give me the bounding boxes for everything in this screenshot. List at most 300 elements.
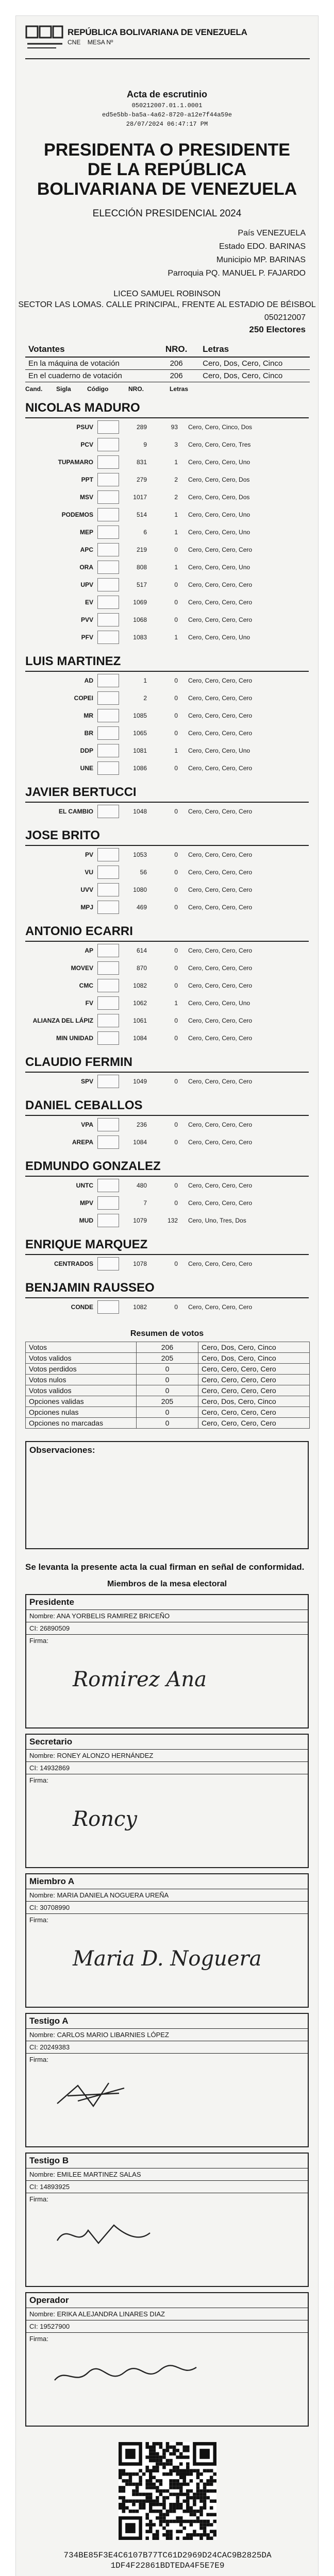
party-logo-icon	[97, 1031, 119, 1045]
party-nro: 132	[167, 1217, 178, 1224]
party-letras: Cero, Cero, Cero, Cero	[188, 1078, 253, 1085]
party-codigo: 236	[136, 1121, 147, 1128]
member-ci: CI: 30708990	[26, 1902, 308, 1914]
party-letras: Cero, Cero, Cero, Cero	[188, 546, 253, 553]
results-columns-header	[25, 385, 309, 393]
party-codigo: 7	[143, 1199, 147, 1207]
party-row	[25, 1212, 309, 1229]
party-sigla: TUPAMARO	[58, 459, 93, 466]
party-row	[25, 994, 309, 1012]
party-letras: Cero, Cero, Cero, Cero	[188, 616, 253, 623]
hash-line-2: 1DF4F22861BDTEDA4F5E7E9	[110, 2561, 225, 2570]
party-sigla: MUD	[79, 1217, 93, 1224]
member-nombre: Nombre: MARIA DANIELA NOGUERA UREÑA	[26, 1889, 308, 1902]
center-info	[16, 289, 318, 310]
parroquia: Parroquia PQ. MANUEL P. FAJARDO	[168, 269, 306, 278]
candidate-name: DANIEL CEBALLOS	[25, 1097, 309, 1116]
party-codigo: 1049	[133, 1078, 147, 1085]
col-cand: Cand.	[25, 385, 43, 393]
party-logo-icon	[97, 1300, 119, 1314]
party-logo-icon	[97, 744, 119, 757]
party-nro: 0	[174, 1017, 178, 1024]
resumen-label: Votos perdidos	[26, 1364, 137, 1375]
estado: Estado EDO. BARINAS	[219, 242, 306, 251]
party-nro: 0	[174, 947, 178, 954]
party-row	[25, 1177, 309, 1194]
member-block	[25, 1594, 309, 1728]
party-nro: 0	[174, 581, 178, 588]
election-title: PRESIDENTA O PRESIDENTE DE LA REPÚBLICA BOLIVARIANA DE VENEZUELA	[37, 140, 297, 199]
party-logo-icon	[97, 473, 119, 486]
row-label: En el cuaderno de votación	[25, 370, 153, 382]
party-sigla: VPA	[81, 1121, 93, 1128]
member-block	[25, 2153, 309, 2287]
party-row	[25, 488, 309, 506]
party-sigla: AREPA	[72, 1139, 93, 1146]
party-sigla: ORA	[79, 564, 93, 571]
col-codigo: Código	[87, 385, 109, 393]
party-codigo: 56	[140, 869, 147, 876]
party-row	[25, 1073, 309, 1090]
table-row	[25, 357, 310, 370]
party-letras: Cero, Cero, Cero, Cero	[188, 730, 253, 737]
party-logo-icon	[97, 709, 119, 722]
party-row	[25, 899, 309, 916]
party-logo-icon	[97, 996, 119, 1010]
party-row	[25, 759, 309, 777]
acta-hash: ed5e5bb-ba5a-4a62-8720-a12e7f44a59e	[102, 111, 232, 118]
resumen-table	[25, 1342, 310, 1429]
table-row	[26, 1364, 310, 1375]
party-logo-icon	[97, 490, 119, 504]
observaciones-box[interactable]	[25, 1441, 309, 1549]
party-letras: Cero, Cero, Cero, Uno	[188, 999, 250, 1007]
party-sigla: UNE	[80, 765, 93, 772]
member-firma	[26, 2193, 308, 2286]
member-role: Testigo B	[26, 2154, 308, 2168]
party-codigo: 808	[136, 564, 147, 571]
party-row	[25, 523, 309, 541]
party-nro: 0	[174, 1139, 178, 1146]
party-codigo: 1082	[133, 1303, 147, 1311]
resumen-nro: 205	[136, 1396, 198, 1407]
col-letras: Letras	[170, 385, 189, 393]
member-nombre: Nombre: CARLOS MARIO LIBARNIES LÓPEZ	[26, 2029, 308, 2041]
party-sigla: COPEI	[74, 694, 93, 702]
party-nro: 0	[174, 1199, 178, 1207]
gov-sub	[68, 39, 113, 46]
party-nro: 0	[174, 808, 178, 815]
party-row	[25, 742, 309, 759]
member-role: Testigo A	[26, 2014, 308, 2029]
candidate-name: BENJAMIN RAUSSEO	[25, 1280, 309, 1298]
party-logo-icon	[97, 883, 119, 896]
party-logo-icon	[97, 674, 119, 687]
party-sigla: MPJ	[80, 904, 93, 911]
resumen-nro: 206	[136, 1342, 198, 1353]
party-nro: 0	[174, 1078, 178, 1085]
party-letras: Cero, Cero, Cero, Cero	[188, 1139, 253, 1146]
member-ci: CI: 14893925	[26, 2181, 308, 2193]
header-divider	[25, 58, 310, 59]
row-nro: 206	[153, 370, 199, 382]
hash-line-1: 734BE85F3E4C6107B77TC61D2969D24CAC9B2825DA	[63, 2551, 272, 2560]
party-nro: 0	[174, 964, 178, 972]
party-codigo: 1081	[133, 747, 147, 754]
party-codigo: 1079	[133, 1217, 147, 1224]
party-letras: Cero, Cero, Cero, Dos	[188, 494, 250, 501]
resumen-label: Votos validos	[26, 1353, 137, 1364]
acta-code: 050212007.01.1.0001	[131, 102, 203, 109]
location-info	[16, 227, 318, 280]
candidate-name: CLAUDIO FERMIN	[25, 1054, 309, 1073]
party-codigo: 870	[136, 964, 147, 972]
party-nro: 1	[174, 511, 178, 518]
party-row	[25, 629, 309, 646]
party-codigo: 1080	[133, 886, 147, 893]
party-row	[25, 977, 309, 994]
member-firma	[26, 2333, 308, 2426]
party-nro: 0	[174, 1182, 178, 1189]
signature-text: Maria D. Noguera	[73, 1947, 262, 1971]
party-logo-icon	[97, 420, 119, 434]
party-logo-icon	[97, 726, 119, 740]
member-nombre: Nombre: EMILEE MARTINEZ SALAS	[26, 2168, 308, 2181]
party-sigla: BR	[84, 730, 93, 737]
votantes-table	[25, 342, 310, 382]
party-sigla: MR	[84, 712, 93, 719]
party-logo-icon	[97, 979, 119, 992]
party-codigo: 1069	[133, 599, 147, 606]
party-sigla: PVV	[80, 616, 93, 623]
party-nro: 1	[174, 529, 178, 536]
party-sigla: MOVEV	[71, 964, 93, 972]
party-logo-icon	[97, 631, 119, 644]
party-row	[25, 1116, 309, 1133]
party-nro: 0	[174, 886, 178, 893]
electores-count: 250 Electores	[249, 325, 306, 334]
party-logo-icon	[97, 901, 119, 914]
members-title: Miembros de la mesa electoral	[107, 1580, 227, 1588]
party-letras: Cero, Cero, Cero, Cero	[188, 765, 253, 772]
party-codigo: 831	[136, 459, 147, 466]
party-sigla: PODEMOS	[61, 511, 93, 518]
party-nro: 0	[174, 851, 178, 858]
party-row	[25, 707, 309, 724]
col-sigla: Sigla	[56, 385, 71, 393]
party-logo-icon	[97, 961, 119, 975]
party-logo-icon	[97, 805, 119, 818]
member-block	[25, 2292, 309, 2427]
party-logo-icon	[97, 866, 119, 879]
table-row	[26, 1407, 310, 1418]
party-letras: Cero, Cero, Cero, Dos	[188, 476, 250, 483]
resumen-nro: 0	[136, 1418, 198, 1429]
party-letras: Cero, Cero, Cero, Cero	[188, 677, 253, 684]
party-letras: Cero, Cero, Cero, Cero	[188, 1121, 253, 1128]
party-row	[25, 1194, 309, 1212]
candidate-name: JAVIER BERTUCCI	[25, 784, 309, 803]
party-sigla: SPV	[80, 1078, 93, 1085]
party-letras: Cero, Cero, Cero, Cero	[188, 1035, 253, 1042]
member-firma	[26, 1774, 308, 1867]
gov-sub-left: CNE	[68, 39, 81, 46]
party-nro: 0	[174, 677, 178, 684]
member-nombre: Nombre: RONEY ALONZO HERNÁNDEZ	[26, 1750, 308, 1762]
resumen-nro: 205	[136, 1353, 198, 1364]
party-sigla: MSV	[79, 494, 93, 501]
election-subtitle: ELECCIÓN PRESIDENCIAL 2024	[92, 208, 242, 219]
municipio: Municipio MP. BARINAS	[216, 256, 306, 264]
party-row	[25, 881, 309, 899]
acta-datetime: 28/07/2024 06:47:17 PM	[126, 121, 208, 128]
party-sigla: UVV	[80, 886, 93, 893]
party-codigo: 279	[136, 476, 147, 483]
party-logo-icon	[97, 613, 119, 626]
party-logo-icon	[97, 543, 119, 556]
party-logo-icon	[97, 578, 119, 591]
party-logo-icon	[97, 438, 119, 451]
party-row	[25, 436, 309, 453]
resumen-letras: Cero, Cero, Cero, Cero	[198, 1385, 309, 1396]
party-logo-icon	[97, 1075, 119, 1088]
party-letras: Cero, Cero, Cero, Cero	[188, 712, 253, 719]
candidate-name: LUIS MARTINEZ	[25, 653, 309, 672]
firma-label: Firma:	[29, 1637, 48, 1645]
party-logo-icon	[97, 455, 119, 469]
row-label: En la máquina de votación	[25, 357, 153, 370]
party-sigla: FV	[85, 999, 93, 1007]
declaration: Se levanta la presente acta la cual firman en señal de conformidad.	[25, 1562, 305, 1572]
party-sigla: CENTRADOS	[54, 1260, 93, 1267]
party-sigla: AD	[84, 677, 93, 684]
party-row	[25, 689, 309, 707]
votantes-header: Votantes	[25, 342, 153, 357]
party-sigla: APC	[80, 546, 93, 553]
party-row	[25, 1133, 309, 1151]
members-list	[16, 1594, 318, 2427]
party-logo-icon	[97, 1014, 119, 1027]
party-codigo: 1065	[133, 730, 147, 737]
party-codigo: 1068	[133, 616, 147, 623]
candidate-name: ENRIQUE MARQUEZ	[25, 1236, 309, 1255]
party-codigo: 1048	[133, 808, 147, 815]
party-nro: 0	[174, 712, 178, 719]
party-sigla: CONDE	[71, 1303, 93, 1311]
party-nro: 0	[174, 1260, 178, 1267]
party-letras: Cero, Cero, Cero, Cero	[188, 581, 253, 588]
party-sigla: ALIANZA DEL LÁPIZ	[32, 1017, 93, 1024]
resumen-letras: Cero, Dos, Cero, Cinco	[198, 1396, 309, 1407]
party-row	[25, 724, 309, 742]
party-codigo: 219	[136, 546, 147, 553]
row-letras: Cero, Dos, Cero, Cinco	[199, 357, 310, 370]
votantes-nro-header: NRO.	[153, 342, 199, 357]
party-nro: 0	[174, 1303, 178, 1311]
party-codigo: 9	[143, 441, 147, 448]
party-sigla: MIN UNIDAD	[56, 1035, 93, 1042]
party-logo-icon	[97, 1179, 119, 1192]
party-codigo: 1078	[133, 1260, 147, 1267]
party-codigo: 1085	[133, 712, 147, 719]
member-block	[25, 2013, 309, 2147]
resumen-nro: 0	[136, 1375, 198, 1385]
footer-hash	[25, 2550, 310, 2571]
resumen-label: Votos	[26, 1342, 137, 1353]
party-nro: 2	[174, 476, 178, 483]
table-row	[26, 1353, 310, 1364]
resumen-nro: 0	[136, 1407, 198, 1418]
party-letras: Cero, Cero, Cero, Cero	[188, 599, 253, 606]
party-sigla: MEP	[79, 529, 93, 536]
member-block	[25, 1734, 309, 1868]
member-block	[25, 1873, 309, 2008]
party-codigo: 1084	[133, 1035, 147, 1042]
party-letras: Cero, Cero, Cero, Uno	[188, 529, 250, 536]
party-row	[25, 803, 309, 820]
party-codigo: 1084	[133, 1139, 147, 1146]
member-role: Secretario	[26, 1735, 308, 1750]
col-nro: NRO.	[128, 385, 144, 393]
party-sigla: UPV	[80, 581, 93, 588]
party-letras: Cero, Cero, Cero, Cero	[188, 694, 253, 702]
center-code: 050212007	[264, 313, 306, 322]
party-logo-icon	[97, 1196, 119, 1210]
party-codigo: 1086	[133, 765, 147, 772]
party-logo-icon	[97, 691, 119, 705]
member-nombre: Nombre: ERIKA ALEJANDRA LINARES DIAZ	[26, 2308, 308, 2320]
party-codigo: 289	[136, 423, 147, 431]
party-codigo: 1017	[133, 494, 147, 501]
party-logo-icon	[97, 508, 119, 521]
table-row	[26, 1342, 310, 1353]
signature-text: Romirez Ana	[73, 1668, 207, 1691]
party-sigla: UNTC	[76, 1182, 93, 1189]
party-codigo: 514	[136, 511, 147, 518]
resumen-label: Votos nulos	[26, 1375, 137, 1385]
party-sigla: PPT	[81, 476, 93, 483]
resumen-letras: Cero, Cero, Cero, Cero	[198, 1418, 309, 1429]
party-codigo: 1083	[133, 634, 147, 641]
member-ci: CI: 26890509	[26, 1622, 308, 1635]
party-letras: Cero, Cero, Cero, Uno	[188, 747, 250, 754]
party-nro: 0	[174, 982, 178, 989]
party-sigla: EV	[85, 599, 93, 606]
party-codigo: 1053	[133, 851, 147, 858]
party-logo-icon	[97, 1214, 119, 1227]
party-codigo: 1	[143, 677, 147, 684]
table-row	[26, 1375, 310, 1385]
centro-name: LICEO SAMUEL ROBINSON	[113, 290, 221, 298]
party-row	[25, 846, 309, 863]
party-sigla: PSUV	[76, 423, 93, 431]
party-codigo: 1062	[133, 999, 147, 1007]
member-role: Presidente	[26, 1595, 308, 1610]
party-sigla: VU	[85, 869, 93, 876]
party-codigo: 614	[136, 947, 147, 954]
party-sigla: EL CAMBIO	[58, 808, 93, 815]
candidate-name: JOSE BRITO	[25, 827, 309, 846]
table-row	[25, 370, 310, 382]
cne-logo-icon	[25, 23, 64, 53]
party-nro: 3	[174, 441, 178, 448]
party-letras: Cero, Cero, Cinco, Dos	[188, 423, 253, 431]
resumen-letras: Cero, Dos, Cero, Cinco	[198, 1342, 309, 1353]
party-nro: 0	[174, 546, 178, 553]
party-nro: 0	[174, 765, 178, 772]
party-logo-icon	[97, 761, 119, 775]
party-logo-icon	[97, 848, 119, 861]
party-letras: Cero, Cero, Cero, Cero	[188, 1199, 253, 1207]
party-letras: Cero, Cero, Cero, Uno	[188, 511, 250, 518]
party-letras: Cero, Cero, Cero, Cero	[188, 886, 253, 893]
signature-text: Roncy	[73, 1807, 137, 1831]
party-logo-icon	[97, 561, 119, 574]
candidate-name: EDMUNDO GONZALEZ	[25, 1158, 309, 1177]
party-letras: Cero, Cero, Cero, Uno	[188, 459, 250, 466]
party-nro: 0	[174, 1121, 178, 1128]
party-logo-icon	[97, 1118, 119, 1131]
firma-label: Firma:	[29, 2056, 48, 2063]
centro-direccion: SECTOR LAS LOMAS. CALLE PRINCIPAL, FRENTE AL ESTADIO DE BÉISBOL	[18, 300, 316, 309]
party-letras: Cero, Cero, Cero, Uno	[188, 564, 250, 571]
party-letras: Cero, Cero, Cero, Cero	[188, 947, 253, 954]
party-codigo: 2	[143, 694, 147, 702]
party-sigla: DDP	[80, 747, 93, 754]
party-sigla: AP	[85, 947, 93, 954]
party-letras: Cero, Cero, Cero, Uno	[188, 634, 250, 641]
member-ci: CI: 14932869	[26, 1762, 308, 1774]
party-nro: 1	[174, 634, 178, 641]
party-row	[25, 418, 309, 436]
header	[16, 16, 318, 83]
party-sigla: PFV	[81, 634, 93, 641]
party-codigo: 469	[136, 904, 147, 911]
party-row	[25, 959, 309, 977]
member-firma	[26, 1914, 308, 2007]
party-letras: Cero, Cero, Cero, Cero	[188, 1260, 253, 1267]
member-role: Operador	[26, 2293, 308, 2308]
table-row	[26, 1385, 310, 1396]
party-nro: 0	[174, 616, 178, 623]
party-nro: 0	[174, 869, 178, 876]
party-logo-icon	[97, 1257, 119, 1270]
party-nro: 1	[174, 999, 178, 1007]
party-logo-icon	[97, 596, 119, 609]
gov-name: REPÚBLICA BOLIVARIANA DE VENEZUELA	[68, 27, 247, 37]
party-letras: Cero, Cero, Cero, Cero	[188, 1017, 253, 1024]
firma-label: Firma:	[29, 1916, 48, 1924]
party-letras: Cero, Cero, Cero, Cero	[188, 851, 253, 858]
candidate-name: ANTONIO ECARRI	[25, 923, 309, 942]
party-row	[25, 1298, 309, 1316]
member-nombre: Nombre: ANA YORBELIS RAMIREZ BRICEÑO	[26, 1610, 308, 1622]
party-letras: Cero, Cero, Cero, Cero	[188, 808, 253, 815]
table-row	[26, 1396, 310, 1407]
qr-code-icon	[119, 2442, 216, 2540]
party-row	[25, 594, 309, 611]
member-role: Miembro A	[26, 1874, 308, 1889]
party-nro: 2	[174, 494, 178, 501]
party-row	[25, 942, 309, 959]
party-letras: Cero, Cero, Cero, Cero	[188, 982, 253, 989]
party-sigla: PV	[85, 851, 93, 858]
row-nro: 206	[153, 357, 199, 370]
party-row	[25, 863, 309, 881]
party-letras: Cero, Cero, Cero, Cero	[188, 904, 253, 911]
party-nro: 0	[174, 730, 178, 737]
party-codigo: 1082	[133, 982, 147, 989]
